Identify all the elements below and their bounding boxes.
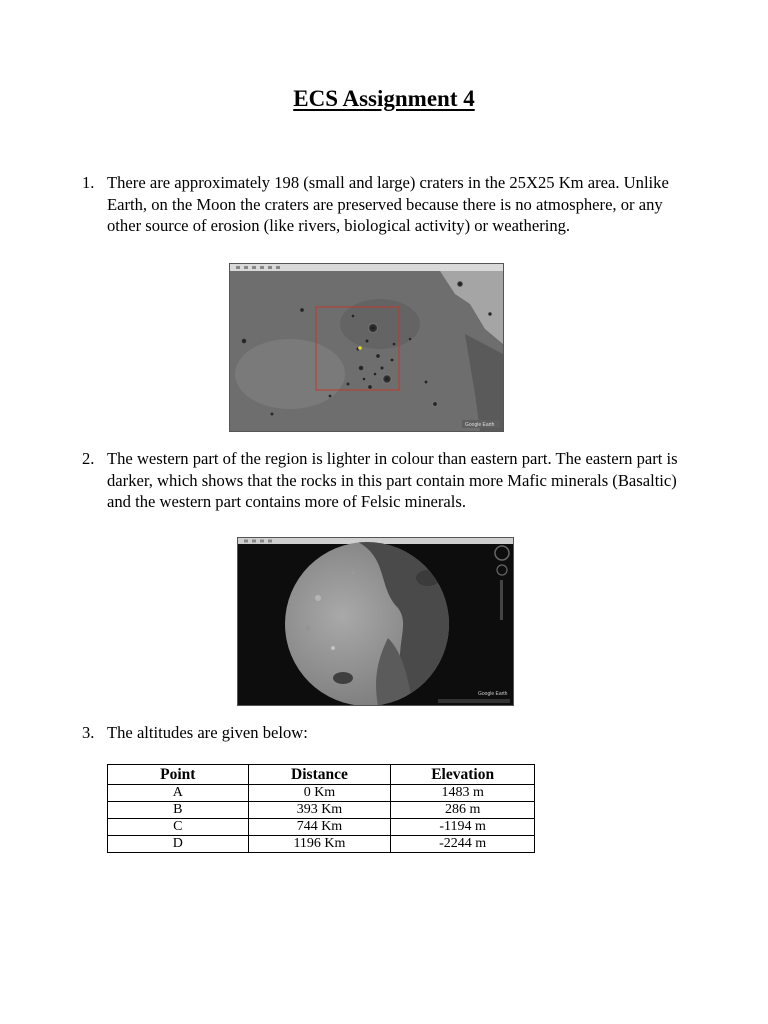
list-item: [82, 448, 682, 513]
moon-image-credit: Google Earth: [478, 691, 508, 697]
cell-point: D: [108, 836, 249, 853]
item-text: The western part of the region is lighter in colour than eastern part. The eastern part is darker, which shows that the rocks in this part contain more Mafic minerals (Basaltic) and the western part contains more of Felsic minerals.: [107, 449, 678, 511]
altitude-table: [107, 764, 535, 853]
crater-image-credit: Google Earth: [465, 422, 495, 428]
cell-point: C: [108, 819, 249, 836]
moon-globe-graphic: [238, 538, 513, 705]
cell-distance: 393 Km: [248, 802, 391, 819]
item-text: The altitudes are given below:: [107, 723, 308, 742]
cell-distance: 1196 Km: [248, 836, 391, 853]
moon-globe-image: [237, 537, 514, 706]
crater-region-image: [229, 263, 504, 432]
header-point: Point: [108, 765, 249, 785]
item-number: 1.: [82, 173, 95, 192]
item-text: There are approximately 198 (small and large) craters in the 25X25 Km area. Unlike Earth, on the Moon the craters are preserved because there is no atmosphere, or any other source of erosion (like rivers, biological activity) or weathering.: [107, 173, 669, 235]
table-header-row: [108, 765, 535, 785]
item-number: 2.: [82, 449, 95, 468]
item-number: 3.: [82, 723, 95, 742]
list-item: [82, 722, 682, 744]
crater-region-graphic: [230, 264, 503, 431]
cell-point: A: [108, 785, 249, 802]
cell-elevation: 286 m: [391, 802, 535, 819]
table-row: [108, 802, 535, 819]
header-elevation: Elevation: [391, 765, 535, 785]
cell-elevation: -2244 m: [391, 836, 535, 853]
table-row: [108, 819, 535, 836]
cell-point: B: [108, 802, 249, 819]
table-row: [108, 836, 535, 853]
cell-elevation: -1194 m: [391, 819, 535, 836]
cell-distance: 744 Km: [248, 819, 391, 836]
header-distance: Distance: [248, 765, 391, 785]
document-title: ECS Assignment 4: [293, 86, 475, 111]
list-item: [82, 172, 682, 237]
cell-distance: 0 Km: [248, 785, 391, 802]
cell-elevation: 1483 m: [391, 785, 535, 802]
table-row: [108, 785, 535, 802]
